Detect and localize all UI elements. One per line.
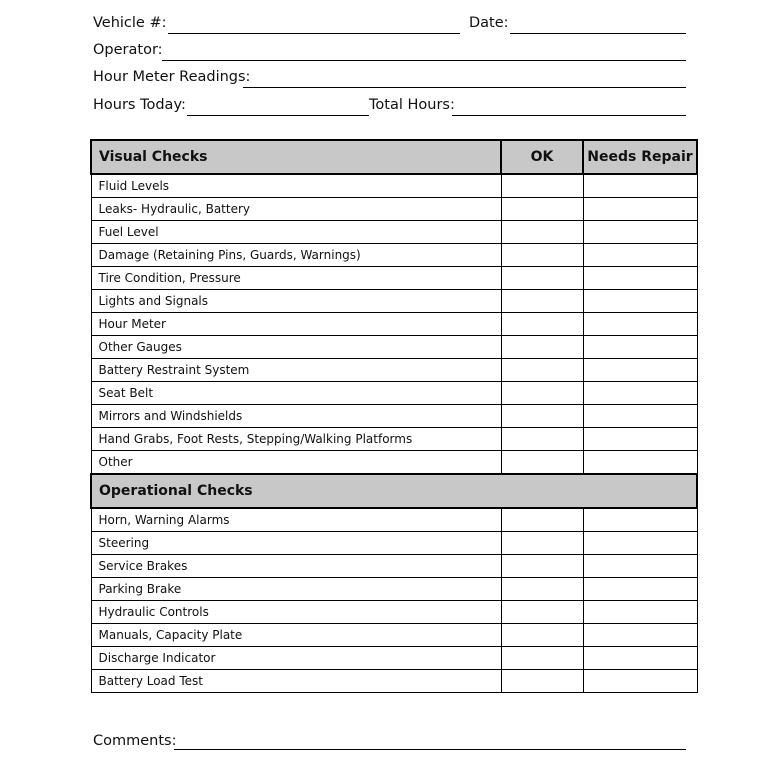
ok-checkbox-cell[interactable]	[501, 451, 583, 475]
ok-checkbox-cell[interactable]	[501, 313, 583, 336]
check-item-label: Lights and Signals	[91, 290, 501, 313]
ok-checkbox-cell[interactable]	[501, 244, 583, 267]
check-item-label: Battery Restraint System	[91, 359, 501, 382]
needs-repair-checkbox-cell[interactable]	[583, 647, 697, 670]
ok-checkbox-cell[interactable]	[501, 428, 583, 451]
ok-checkbox-cell[interactable]	[501, 647, 583, 670]
table-row	[91, 290, 697, 313]
table-row	[91, 508, 697, 532]
needs-repair-checkbox-cell[interactable]	[583, 451, 697, 475]
check-item-label: Seat Belt	[91, 382, 501, 405]
needs-repair-checkbox-cell[interactable]	[583, 174, 697, 198]
ok-checkbox-cell[interactable]	[501, 359, 583, 382]
ok-checkbox-cell[interactable]	[501, 555, 583, 578]
total-hours-field[interactable]	[452, 97, 686, 116]
check-item-label: Steering	[91, 532, 501, 555]
needs-repair-checkbox-cell[interactable]	[583, 405, 697, 428]
check-item-label: Leaks- Hydraulic, Battery	[91, 198, 501, 221]
operational-checks-body	[91, 508, 697, 693]
table-row	[91, 244, 697, 267]
hours-today-label: Hours Today:	[93, 97, 186, 113]
check-item-label: Tire Condition, Pressure	[91, 267, 501, 290]
check-item-label: Horn, Warning Alarms	[91, 508, 501, 532]
table-row	[91, 578, 697, 601]
needs-repair-checkbox-cell[interactable]	[583, 359, 697, 382]
needs-repair-checkbox-cell[interactable]	[583, 244, 697, 267]
check-item-label: Service Brakes	[91, 555, 501, 578]
table-row	[91, 428, 697, 451]
visual-checks-body	[91, 174, 697, 474]
needs-repair-checkbox-cell[interactable]	[583, 336, 697, 359]
operational-checks-header: Operational Checks	[91, 474, 697, 508]
table-row	[91, 647, 697, 670]
needs-repair-checkbox-cell[interactable]	[583, 532, 697, 555]
needs-repair-checkbox-cell[interactable]	[583, 221, 697, 244]
hour-meter-field[interactable]	[243, 69, 686, 88]
vehicle-label: Vehicle #:	[93, 15, 167, 31]
inspection-checklist-table	[90, 139, 698, 693]
needs-repair-checkbox-cell[interactable]	[583, 428, 697, 451]
needs-repair-checkbox-cell[interactable]	[583, 382, 697, 405]
table-row	[91, 624, 697, 647]
table-row	[91, 601, 697, 624]
needs-repair-checkbox-cell[interactable]	[583, 508, 697, 532]
ok-checkbox-cell[interactable]	[501, 290, 583, 313]
date-field[interactable]	[510, 15, 686, 34]
date-label: Date:	[469, 15, 509, 31]
ok-checkbox-cell[interactable]	[501, 624, 583, 647]
ok-checkbox-cell[interactable]	[501, 670, 583, 693]
needs-repair-checkbox-cell[interactable]	[583, 290, 697, 313]
needs-repair-header: Needs Repair	[583, 140, 697, 174]
check-item-label: Other	[91, 451, 501, 475]
table-row	[91, 670, 697, 693]
check-item-label: Mirrors and Windshields	[91, 405, 501, 428]
table-row	[91, 221, 697, 244]
check-item-label: Battery Load Test	[91, 670, 501, 693]
needs-repair-checkbox-cell[interactable]	[583, 555, 697, 578]
ok-checkbox-cell[interactable]	[501, 336, 583, 359]
table-row	[91, 532, 697, 555]
ok-checkbox-cell[interactable]	[501, 221, 583, 244]
needs-repair-checkbox-cell[interactable]	[583, 313, 697, 336]
table-row	[91, 336, 697, 359]
operator-label: Operator:	[93, 42, 163, 58]
ok-checkbox-cell[interactable]	[501, 532, 583, 555]
ok-checkbox-cell[interactable]	[501, 198, 583, 221]
hour-meter-label: Hour Meter Readings:	[93, 69, 251, 85]
table-row	[91, 359, 697, 382]
ok-checkbox-cell[interactable]	[501, 382, 583, 405]
check-item-label: Fuel Level	[91, 221, 501, 244]
table-row	[91, 313, 697, 336]
table-row	[91, 555, 697, 578]
check-item-label: Damage (Retaining Pins, Guards, Warnings)	[91, 244, 501, 267]
comments-label: Comments:	[93, 733, 177, 749]
ok-checkbox-cell[interactable]	[501, 174, 583, 198]
operational-section-header	[91, 474, 697, 508]
check-item-label: Hydraulic Controls	[91, 601, 501, 624]
ok-checkbox-cell[interactable]	[501, 508, 583, 532]
needs-repair-checkbox-cell[interactable]	[583, 624, 697, 647]
needs-repair-checkbox-cell[interactable]	[583, 578, 697, 601]
vehicle-number-field[interactable]	[168, 15, 460, 34]
table-row	[91, 267, 697, 290]
needs-repair-checkbox-cell[interactable]	[583, 670, 697, 693]
check-item-label: Other Gauges	[91, 336, 501, 359]
comments-field[interactable]	[174, 731, 686, 750]
ok-checkbox-cell[interactable]	[501, 405, 583, 428]
ok-checkbox-cell[interactable]	[501, 267, 583, 290]
check-item-label: Discharge Indicator	[91, 647, 501, 670]
table-row	[91, 198, 697, 221]
ok-checkbox-cell[interactable]	[501, 601, 583, 624]
check-item-label: Manuals, Capacity Plate	[91, 624, 501, 647]
operator-field[interactable]	[162, 42, 686, 61]
table-header-row	[91, 140, 697, 174]
hours-today-field[interactable]	[187, 97, 369, 116]
table-row	[91, 382, 697, 405]
check-item-label: Hour Meter	[91, 313, 501, 336]
total-hours-label: Total Hours:	[369, 97, 455, 113]
table-row	[91, 405, 697, 428]
check-item-label: Hand Grabs, Foot Rests, Stepping/Walking Platforms	[91, 428, 501, 451]
ok-checkbox-cell[interactable]	[501, 578, 583, 601]
needs-repair-checkbox-cell[interactable]	[583, 267, 697, 290]
needs-repair-checkbox-cell[interactable]	[583, 198, 697, 221]
check-item-label: Parking Brake	[91, 578, 501, 601]
visual-checks-header: Visual Checks	[91, 140, 501, 174]
needs-repair-checkbox-cell[interactable]	[583, 601, 697, 624]
ok-header: OK	[501, 140, 583, 174]
table-row	[91, 174, 697, 198]
table-row	[91, 451, 697, 475]
check-item-label: Fluid Levels	[91, 174, 501, 198]
